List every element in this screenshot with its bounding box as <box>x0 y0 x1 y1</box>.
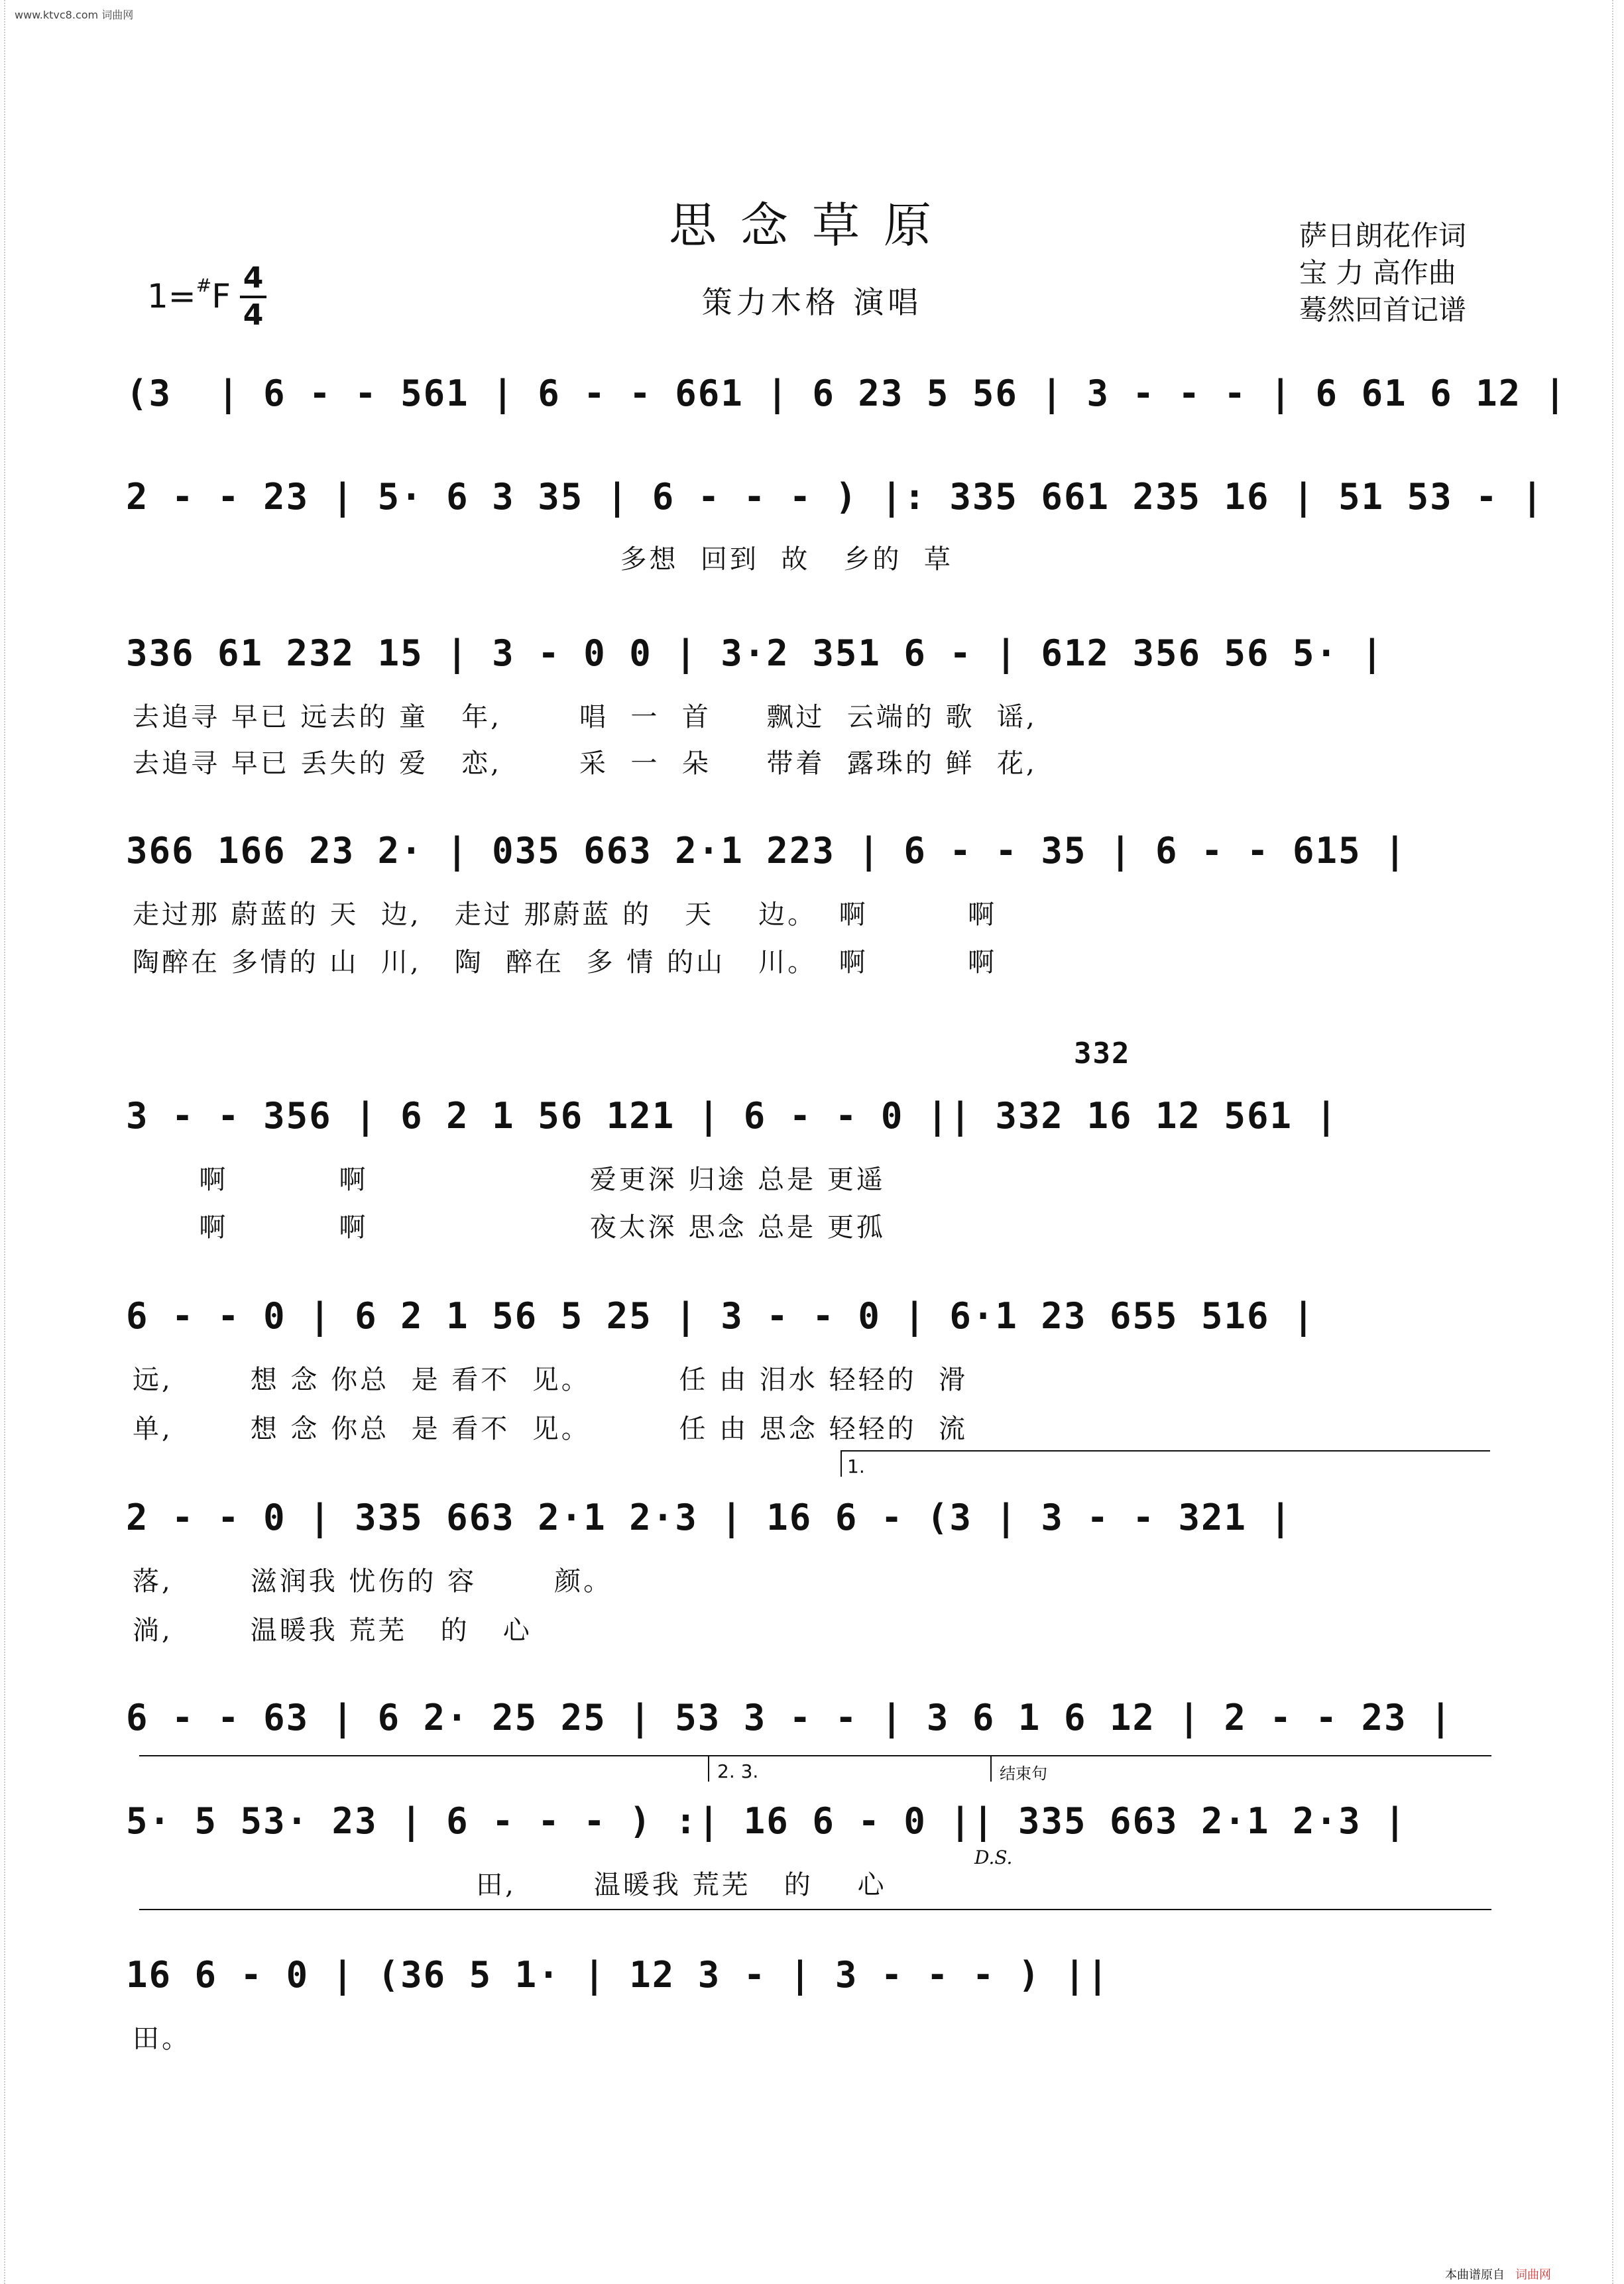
transcriber-credit: 蓦然回首记谱 <box>1299 294 1467 326</box>
score-line-10: 16 6 - 0 | (36 5 1· | 12 3 - | 3 - - - ) || <box>126 1954 1110 1996</box>
score-line-8: 6 - - 63 | 6 2· 25 25 | 53 3 - - | 3 6 1 6 12 | 2 - - 23 | <box>126 1697 1453 1739</box>
score-line-5: 3 - - 356 | 6 2 1 56 121 | 6 - - 0 || 332 16 12 561 | <box>126 1095 1339 1137</box>
left-margin-strip <box>4 0 13 2284</box>
score-line-1: (3 | 6 - - 561 | 6 - - 661 | 6 23 5 56 | 3 - - - | 6 61 6 12 | <box>126 372 1568 414</box>
lyricist-credit: 萨日朗花作词 <box>1299 219 1467 252</box>
song-title: 思念草原 <box>668 198 955 253</box>
lyric-line-7b: 淌, 温暖我 荒芜 的 心 <box>133 1615 532 1646</box>
volta-bracket-1-left <box>841 1450 842 1477</box>
right-margin-strip <box>1612 0 1621 2284</box>
lyric-line-4b: 陶醉在 多情的 山 川, 陶 醉在 多 情 的山 川。 啊 啊 <box>133 947 998 978</box>
credits-block <box>1299 217 1498 329</box>
end-bracket-left <box>990 1755 992 1782</box>
lyric-line-5a: 啊 啊 爱更深 归途 总是 更遥 <box>133 1165 886 1195</box>
footer-credit <box>1445 2265 1551 2283</box>
lyric-line-10: 田。 <box>133 2024 191 2054</box>
lyric-line-6b: 单, 想 念 你总 是 看不 见。 任 由 思念 轻轻的 流 <box>133 1414 968 1444</box>
score-line-2: 2 - - 23 | 5· 6 3 35 | 6 - - - ) |: 335 661 235 16 | 51 53 - | <box>126 476 1544 518</box>
volta-bracket-1 <box>841 1450 1490 1452</box>
footer-site-link[interactable]: 词曲网 <box>1515 2268 1551 2282</box>
volta-bracket-2 <box>139 1755 1491 1756</box>
site-url[interactable]: www.ktvc8.com 词曲网 <box>15 9 134 21</box>
ending-23-label: 2. 3. <box>717 1760 759 1782</box>
score-line-4: 366 166 23 2· | 035 663 2·1 223 | 6 - - 35 | 6 - - 615 | <box>126 830 1407 872</box>
lyric-line-9: 田, 温暖我 荒芜 的 心 <box>133 1870 887 1900</box>
coda-bracket <box>139 1909 1491 1910</box>
score-line-7: 2 - - 0 | 335 663 2·1 2·3 | 16 6 - (3 | 3 - - 321 | <box>126 1497 1293 1538</box>
dal-segno-mark: D.S. <box>974 1847 1013 1868</box>
lyric-line-4a: 走过那 蔚蓝的 天 边, 走过 那蔚蓝 的 天 边。 啊 啊 <box>133 899 998 930</box>
lyric-line-5b: 啊 啊 夜太深 思念 总是 更孤 <box>133 1212 886 1243</box>
ending-1-label: 1. <box>847 1456 865 1477</box>
lyric-line-3a: 去追寻 早已 远去的 童 年, 唱 一 首 飘过 云端的 歌 谣, <box>133 702 1037 732</box>
lyric-line-7a: 落, 滋润我 忧伤的 容 颜。 <box>133 1566 613 1597</box>
lyric-line-2: 多想 回到 故 乡的 草 <box>133 544 953 575</box>
lyric-line-3b: 去追寻 早已 丢失的 爱 恋, 采 一 朵 带着 露珠的 鲜 花, <box>133 748 1037 779</box>
footer-source: 本曲谱原自 <box>1445 2268 1505 2282</box>
score-line-6: 6 - - 0 | 6 2 1 56 5 25 | 3 - - 0 | 6·1 23 655 516 | <box>126 1295 1316 1337</box>
time-signature-bottom: 4 <box>243 298 264 332</box>
key-signature: 1=#F <box>147 274 231 315</box>
score-line-3: 336 61 232 15 | 3 - 0 0 | 3·2 351 6 - | 612 356 56 5· | <box>126 632 1385 674</box>
time-signature <box>240 262 266 331</box>
composer-credit: 宝 力 高作曲 <box>1299 257 1456 289</box>
singer-credit: 策力木格 演唱 <box>701 284 923 320</box>
time-signature-top: 4 <box>243 261 264 295</box>
site-header <box>0 0 1624 30</box>
score-line-9: 5· 5 53· 23 | 6 - - - ) :| 16 6 - 0 || 335 663 2·1 2·3 | <box>126 1800 1407 1842</box>
grace-notes: 332 <box>1074 1037 1131 1070</box>
ending-phrase-label: 结束句 <box>1000 1764 1047 1783</box>
lyric-line-6a: 远, 想 念 你总 是 看不 见。 任 由 泪水 轻轻的 滑 <box>133 1365 968 1395</box>
volta-bracket-2-left <box>708 1755 709 1782</box>
